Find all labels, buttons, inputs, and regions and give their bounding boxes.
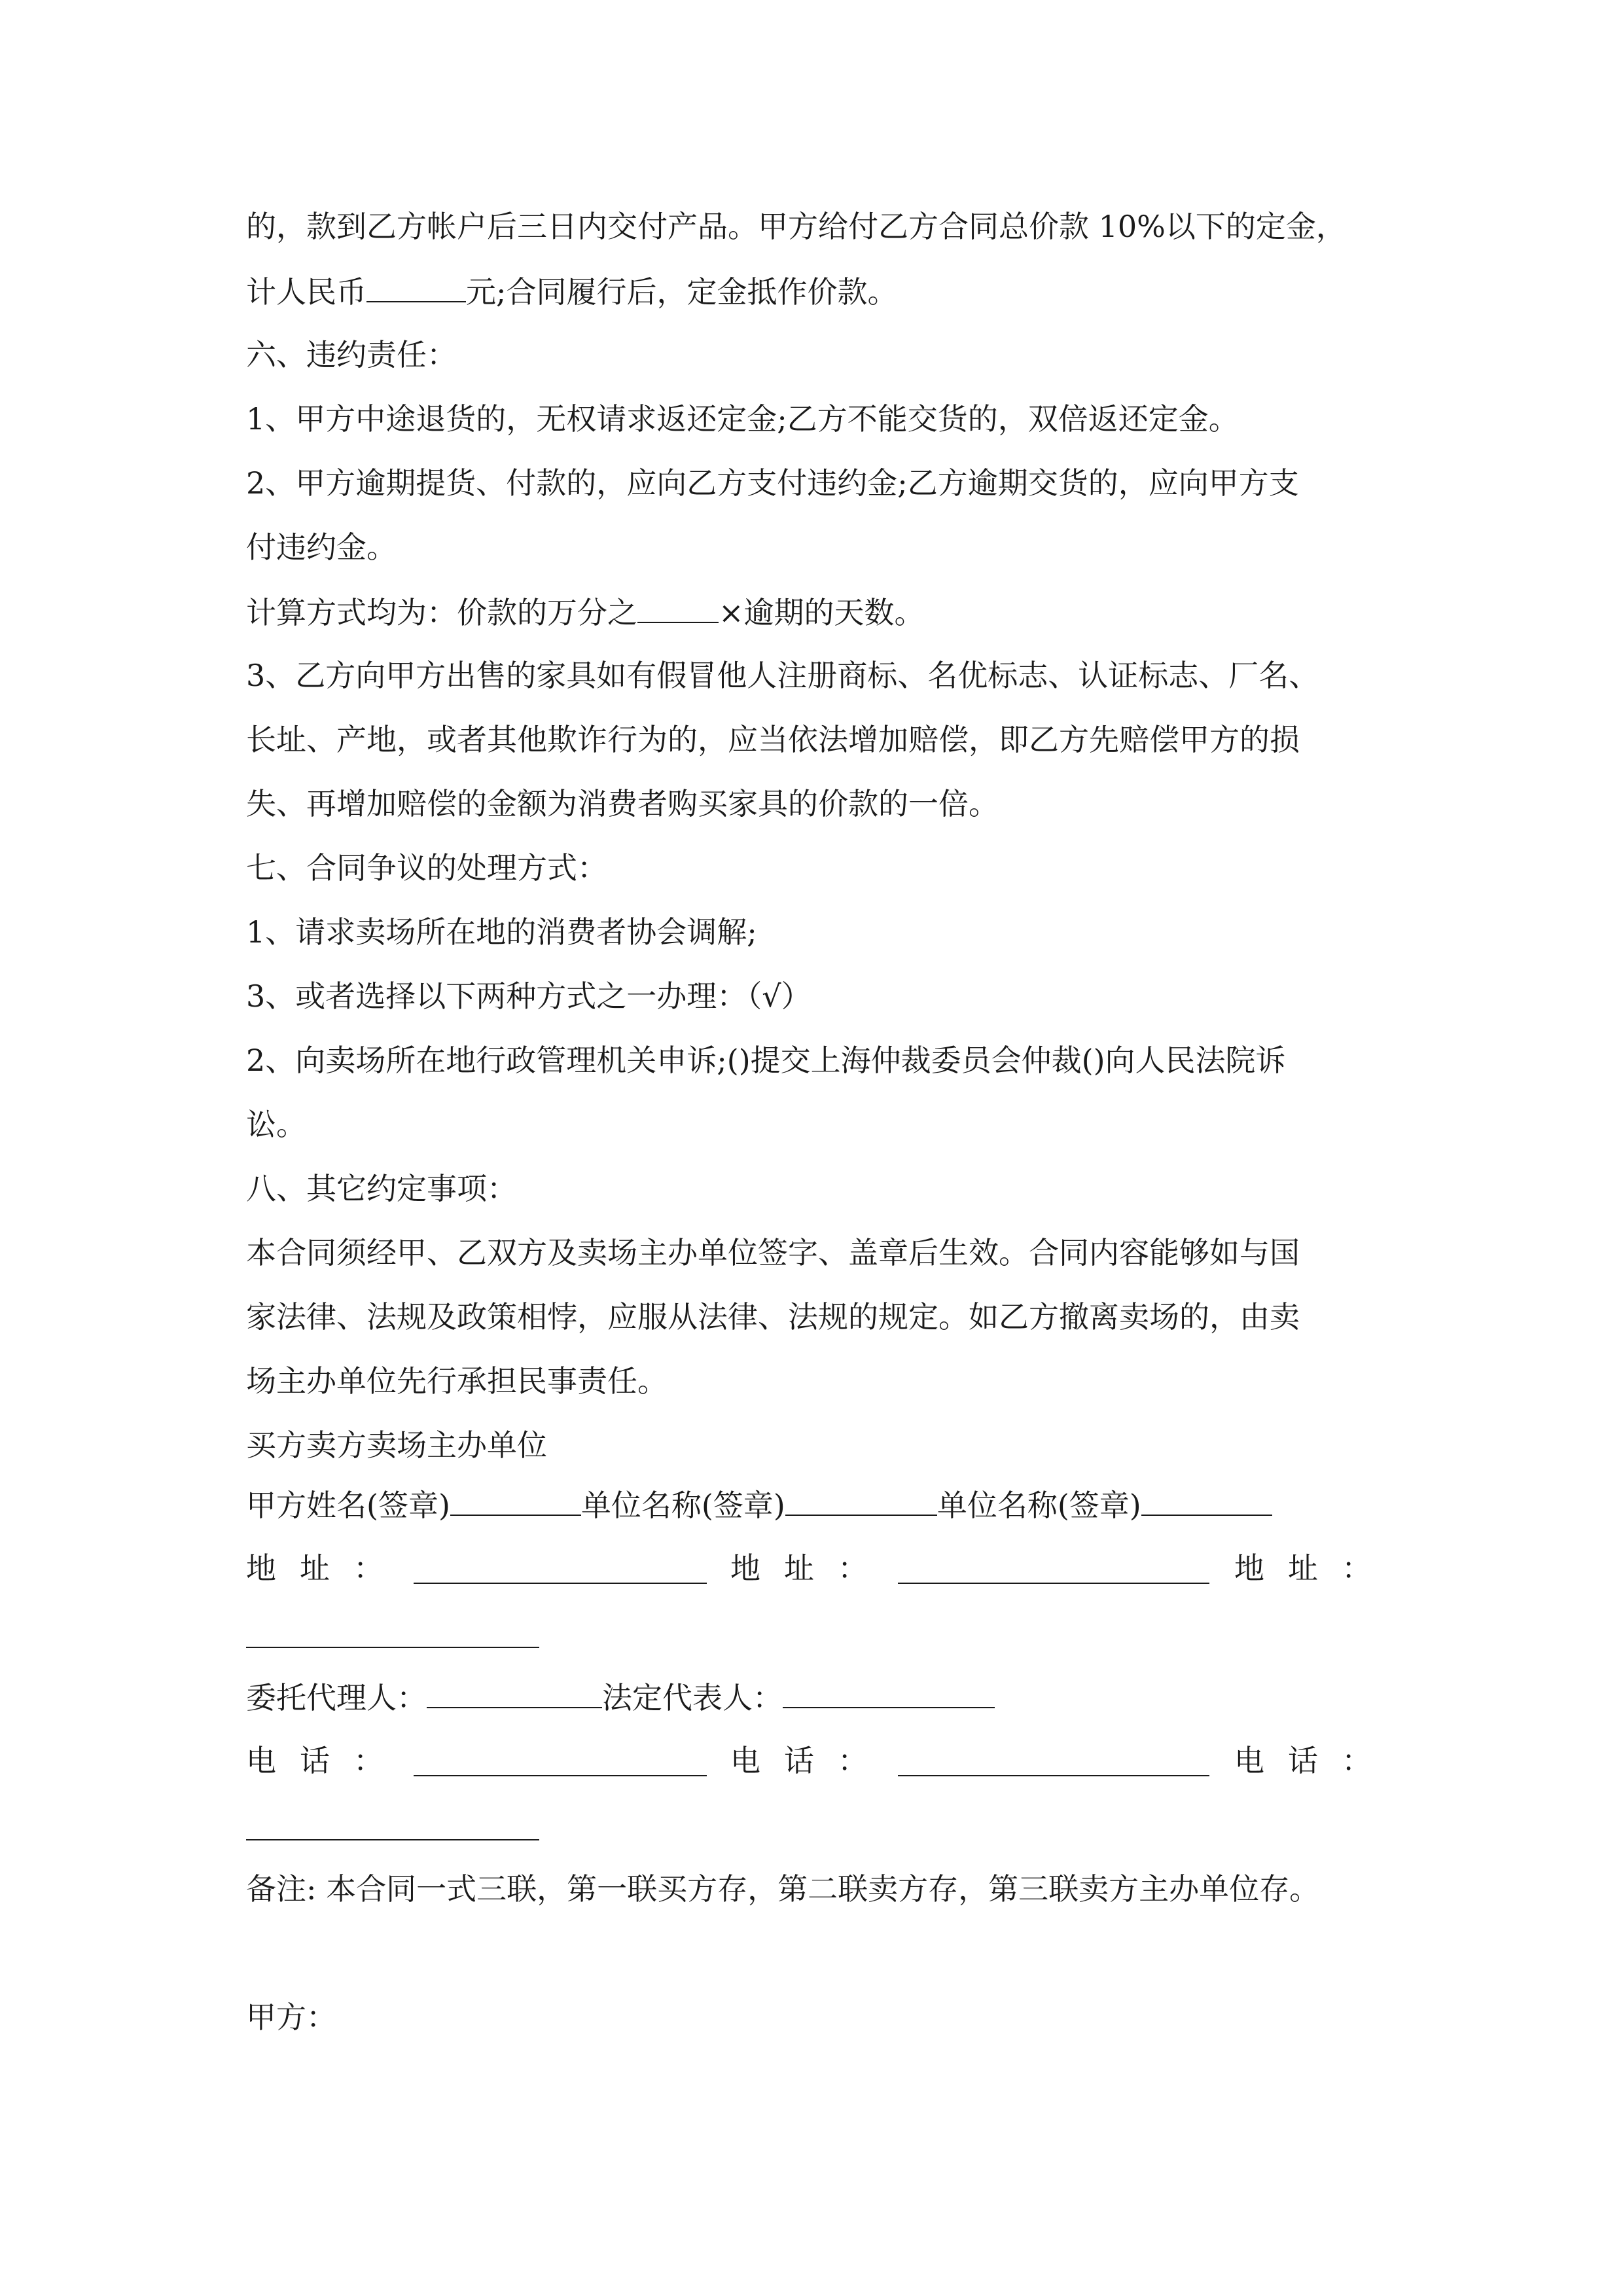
paragraph-line: 讼。 <box>246 1107 306 1142</box>
phone-label-char: 电 <box>730 1743 760 1778</box>
address-label-char: 地 <box>730 1551 760 1586</box>
phone-label-char: 话 <box>300 1743 330 1778</box>
penalty-formula-line <box>246 592 925 632</box>
text-segment: 元;合同履行后，定金抵作价款。 <box>466 274 898 310</box>
paragraph-line: 的，款到乙方帐户后三日内交付产品。甲方给付乙方合同总价款 10%以下的定金， <box>246 209 1346 244</box>
venue-phone-blank[interactable] <box>246 1839 539 1840</box>
legal-rep-label: 法定代表人： <box>602 1680 783 1715</box>
seller-signature-blank[interactable] <box>785 1484 937 1516</box>
address-label-char: 地 <box>1234 1551 1264 1586</box>
buyer-phone-blank[interactable] <box>414 1775 707 1776</box>
paragraph-line: 2、向卖场所在地行政管理机关申诉;()提交上海仲裁委员会仲裁()向人民法院诉 <box>246 1043 1286 1078</box>
remarks-note: 备注: 本合同一式三联，第一联买方存，第二联卖方存，第三联卖方主办单位存。 <box>246 1871 1320 1907</box>
parties-header: 买方卖方卖场主办单位 <box>246 1427 547 1463</box>
signature-name-line <box>246 1484 1272 1525</box>
legal-rep-blank[interactable] <box>783 1677 995 1708</box>
text-segment: 计算方式均为：价款的万分之 <box>246 595 637 630</box>
venue-signature-blank[interactable] <box>1141 1484 1272 1516</box>
section-heading-dispute: 七、合同争议的处理方式： <box>246 850 607 886</box>
text-segment: 计人民币 <box>246 274 366 310</box>
agent-blank[interactable] <box>427 1677 602 1708</box>
paragraph-line: 1、甲方中途退货的，无权请求返还定金;乙方不能交货的，双倍返还定金。 <box>246 401 1239 437</box>
buyer-signature-blank[interactable] <box>450 1484 581 1516</box>
phone-label-char: 电 <box>1234 1743 1264 1778</box>
phone-colon: ： <box>1342 1743 1372 1778</box>
paragraph-line: 失、再增加赔偿的金额为消费者购买家具的价款的一倍。 <box>246 786 999 821</box>
buyer-name-label: 甲方姓名(签章) <box>246 1488 450 1523</box>
paragraph-line: 场主办单位先行承担民事责任。 <box>246 1363 668 1399</box>
paragraph-line: 2、甲方逾期提货、付款的，应向乙方支付违约金;乙方逾期交货的，应向甲方支 <box>246 465 1299 501</box>
text-segment: ×逾期的天数。 <box>719 595 925 630</box>
party-a-label: 甲方： <box>246 2000 336 2035</box>
address-colon: ： <box>838 1551 868 1586</box>
paragraph-line: 1、请求卖场所在地的消费者协会调解; <box>246 914 757 950</box>
agent-representative-line <box>246 1677 995 1717</box>
address-label-char: 址 <box>300 1551 330 1586</box>
paragraph-line: 长址、产地，或者其他欺诈行为的，应当依法增加赔偿，即乙方先赔偿甲方的损 <box>246 722 1300 757</box>
agent-label: 委托代理人： <box>246 1680 427 1715</box>
paragraph-line: 家法律、法规及政策相悖，应服从法律、法规的规定。如乙方撤离卖场的，由卖 <box>246 1299 1300 1335</box>
address-label-char: 址 <box>1288 1551 1318 1586</box>
seller-unit-label: 单位名称(签章) <box>580 1488 785 1523</box>
buyer-address-blank[interactable] <box>414 1583 707 1584</box>
seller-address-blank[interactable] <box>898 1583 1209 1584</box>
phone-label-char: 电 <box>246 1743 276 1778</box>
deposit-amount-blank[interactable] <box>366 271 466 302</box>
phone-label-char: 话 <box>784 1743 814 1778</box>
venue-unit-label: 单位名称(签章) <box>936 1488 1141 1523</box>
paragraph-line: 付违约金。 <box>246 529 397 565</box>
address-label-char: 址 <box>784 1551 814 1586</box>
paragraph-line: 3、或者选择以下两种方式之一办理：（√） <box>246 978 812 1014</box>
venue-address-blank[interactable] <box>246 1647 539 1648</box>
phone-colon: ： <box>838 1743 868 1778</box>
section-heading-breach: 六、违约责任： <box>246 337 457 372</box>
seller-phone-blank[interactable] <box>898 1775 1209 1776</box>
deposit-amount-line <box>246 271 898 312</box>
penalty-rate-blank[interactable] <box>637 592 719 623</box>
address-colon: ： <box>353 1551 383 1586</box>
phone-label-char: 话 <box>1288 1743 1318 1778</box>
paragraph-line: 3、乙方向甲方出售的家具如有假冒他人注册商标、名优标志、认证标志、厂名、 <box>246 658 1319 693</box>
phone-colon: ： <box>353 1743 383 1778</box>
phone-row <box>246 1741 1372 1780</box>
section-heading-other: 八、其它约定事项： <box>246 1171 517 1206</box>
address-row <box>246 1549 1372 1588</box>
paragraph-line: 本合同须经甲、乙双方及卖场主办单位签字、盖章后生效。合同内容能够如与国 <box>246 1235 1300 1270</box>
address-label-char: 地 <box>246 1551 276 1586</box>
address-colon: ： <box>1342 1551 1372 1586</box>
